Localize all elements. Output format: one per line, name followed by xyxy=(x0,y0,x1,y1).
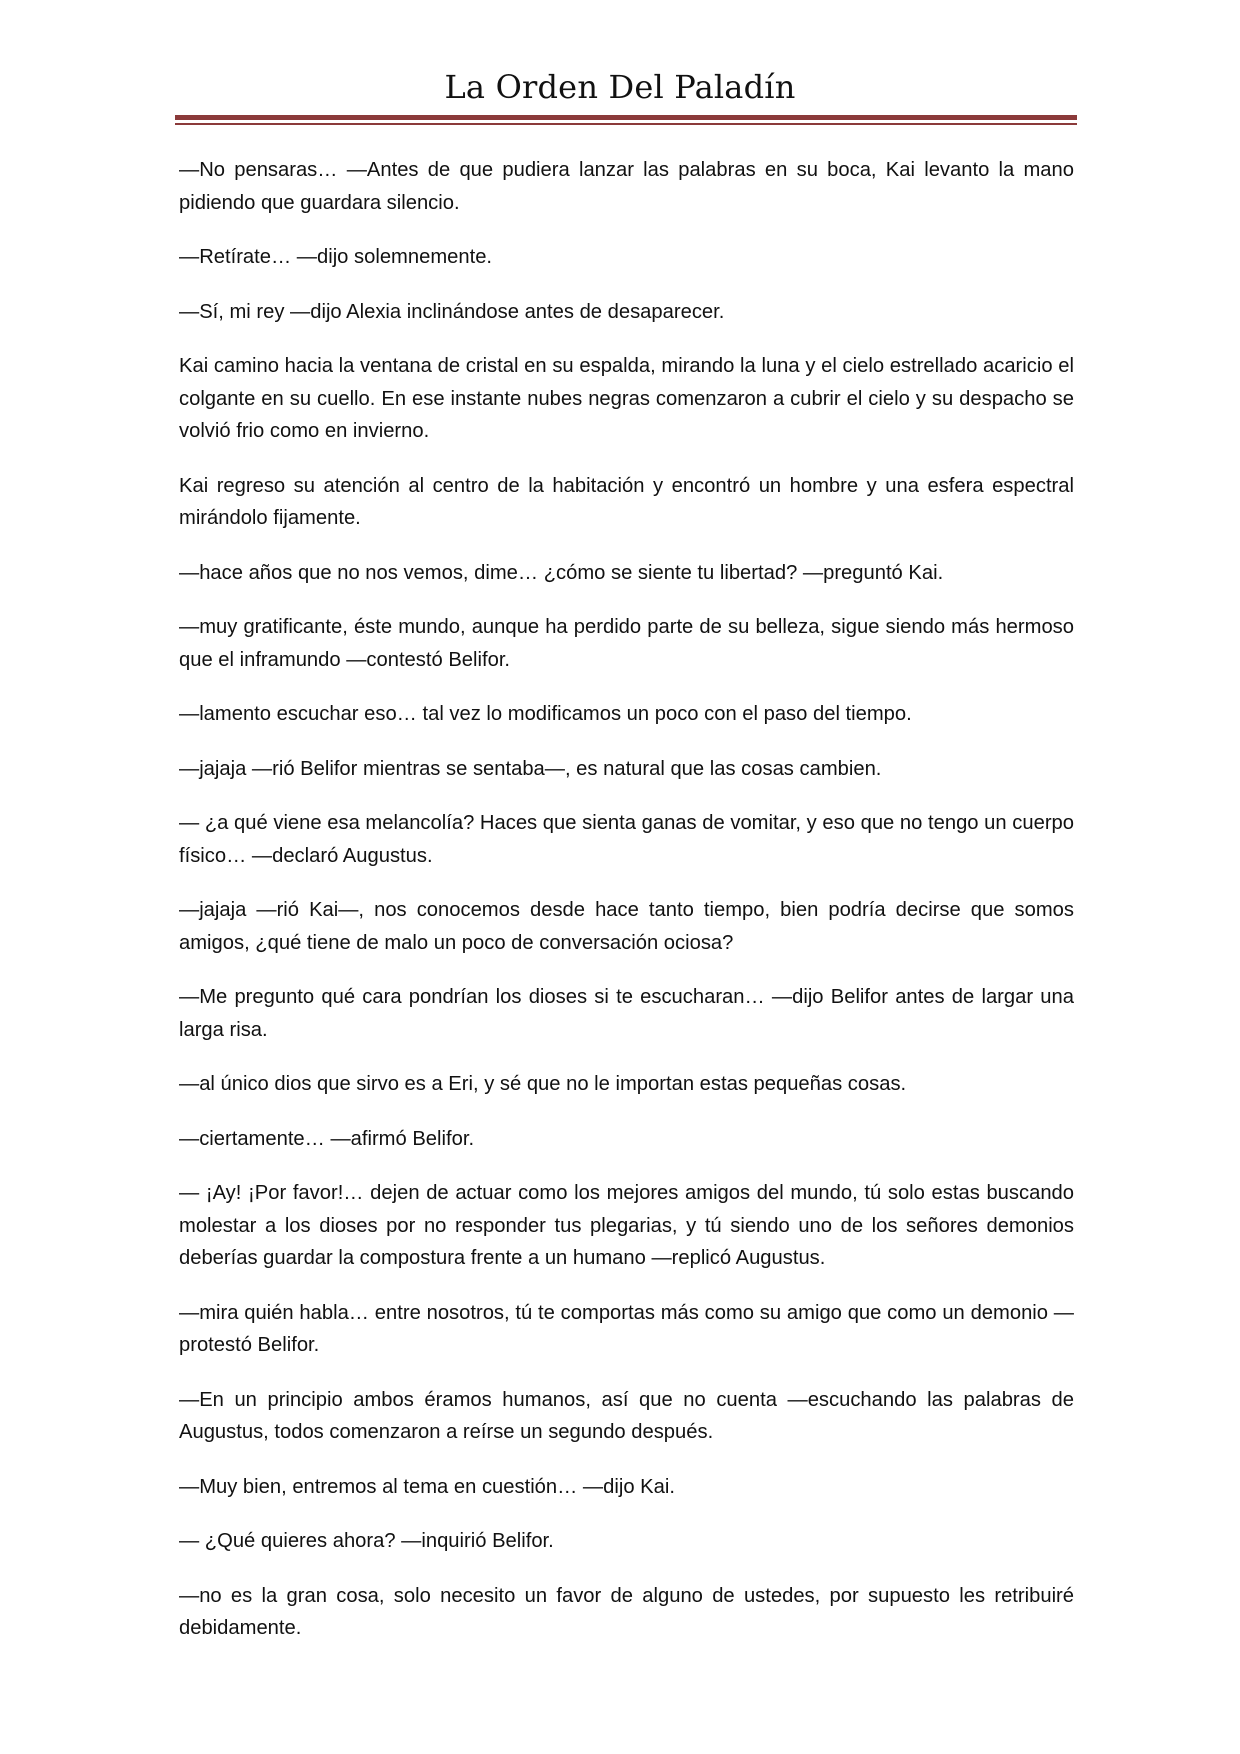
paragraph: —jajaja —rió Belifor mientras se sentaba—, es natural que las cosas cambien. xyxy=(179,757,882,780)
paragraph: —ciertamente… —afirmó Belifor. xyxy=(179,1127,475,1150)
paragraph: —Muy bien, entremos al tema en cuestión… —dijo Kai. xyxy=(179,1475,675,1498)
paragraph: —jajaja —rió Kai—, nos conocemos desde hace tanto tiempo, bien podría decirse que somos amigos, ¿qué tiene de malo un poco de conversación ociosa? xyxy=(179,899,1074,954)
paragraph: —No pensaras… —Antes de que pudiera lanzar las palabras en su boca, Kai levanto la mano pidiendo que guardara silencio. xyxy=(179,159,1074,214)
header-rule-thick xyxy=(175,115,1077,120)
paragraph: —muy gratificante, éste mundo, aunque ha perdido parte de su belleza, sigue siendo más hermoso que el inframundo —contestó Belifor. xyxy=(179,616,1074,671)
body-text xyxy=(179,154,1074,1667)
paragraph: Kai regreso su atención al centro de la habitación y encontró un hombre y una esfera espectral mirándolo fijamente. xyxy=(179,474,1074,529)
paragraph: — ¡Ay! ¡Por favor!… dejen de actuar como los mejores amigos del mundo, tú solo estas buscando molestar a los dioses por no responder tus plegarias, y tú siendo uno de los señores demonios deberías guardar la compostura frente a un humano —replicó Augustus. xyxy=(179,1182,1074,1269)
paragraph: —En un principio ambos éramos humanos, así que no cuenta —escuchando las palabras de Augustus, todos comenzaron a reírse un segundo después. xyxy=(179,1388,1074,1443)
paragraph: —Retírate… —dijo solemnemente. xyxy=(179,246,493,268)
paragraph: —hace años que no nos vemos, dime… ¿cómo se siente tu libertad? —preguntó Kai. xyxy=(179,561,944,584)
paragraph: —mira quién habla… entre nosotros, tú te comportas más como su amigo que como un demonio —protestó Belifor. xyxy=(179,1301,1074,1356)
paragraph: — ¿Qué quieres ahora? —inquirió Belifor. xyxy=(179,1530,554,1552)
paragraph: —lamento escuchar eso… tal vez lo modificamos un poco con el paso del tiempo. xyxy=(179,703,912,725)
paragraph: —al único dios que sirvo es a Eri, y sé que no le importan estas pequeñas cosas. xyxy=(179,1073,907,1095)
paragraph: Kai camino hacia la ventana de cristal en su espalda, mirando la luna y el cielo estrellado acaricio el colgante en su cuello. En ese instante nubes negras comenzaron a cubrir el cielo y su despacho se volvió frio como en invierno. xyxy=(179,355,1074,442)
paragraph: —no es la gran cosa, solo necesito un favor de alguno de ustedes, por supuesto les retribuiré debidamente. xyxy=(179,1584,1074,1639)
paragraph: —Me pregunto qué cara pondrían los dioses si te escucharan… —dijo Belifor antes de largar una larga risa. xyxy=(179,986,1074,1041)
header-rule-thin xyxy=(175,123,1077,125)
page-header-title: La Orden Del Paladín xyxy=(444,68,796,106)
paragraph: —Sí, mi rey —dijo Alexia inclinándose antes de desaparecer. xyxy=(179,300,725,323)
paragraph: — ¿a qué viene esa melancolía? Haces que sienta ganas de vomitar, y eso que no tengo un cuerpo físico… —declaró Augustus. xyxy=(179,812,1074,867)
